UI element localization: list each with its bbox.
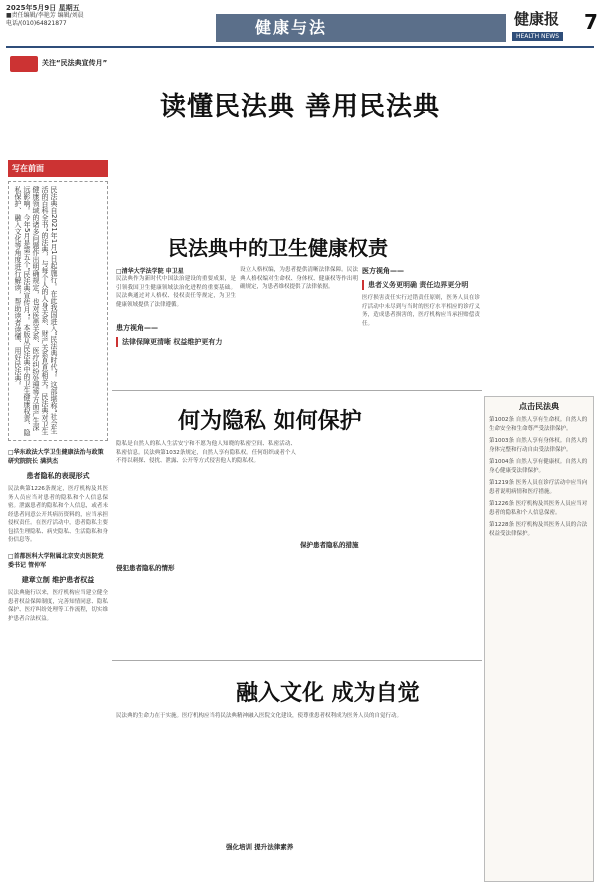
section-title: 健康与法: [255, 18, 328, 37]
banner-label: 关注“民法典宣传月”: [42, 59, 108, 67]
article-column: [300, 440, 478, 654]
pull-quote-label: 医方视角——: [362, 267, 404, 275]
pull-quote-label: 患方视角——: [116, 324, 158, 332]
banner-icon: [10, 56, 38, 72]
phone-line: 电话/(010)64821877: [6, 20, 67, 27]
editor-line: ■责任编辑/李艳芳 编辑/刘晨: [6, 12, 84, 19]
law-excerpt: 第1219条 医务人员在诊疗活动中应当向患者说明病情和医疗措施。: [489, 480, 588, 495]
article-body: 民法典施行以来，医疗机构应当建立健全患者权益保障制度，完善知情同意、隐私保护、医疗纠纷处理等工作流程，切实维护患者合法权益。: [8, 590, 108, 622]
law-excerpts-title: 点击民法典: [519, 402, 559, 411]
article-headline: 何为隐私 如何保护: [178, 408, 362, 434]
divider: [112, 390, 482, 391]
divider: [112, 660, 482, 661]
law-excerpt: 第1226条 医疗机构及其医务人员应当对患者的隐私和个人信息保密。: [489, 501, 588, 516]
paper-logo: 健康报: [514, 10, 560, 28]
law-excerpt: 第1002条 自然人享有生命权。自然人的生命安全和生命尊严受法律保护。: [489, 417, 588, 432]
page-headline: 读懂民法典 善用民法典: [159, 92, 441, 122]
article-column: [240, 266, 358, 386]
article-body: 设立人格权编，为患者提供清晰法律保障。民法典人格权编对生命权、身体权、健康权等作出明确规定，为患者维权提供了法律依据。: [240, 267, 358, 290]
law-excerpt: 第1003条 自然人享有身体权。自然人的身体完整和行动自由受法律保护。: [489, 438, 588, 453]
article-headline: 民法典中的卫生健康权责: [168, 236, 388, 260]
pull-quote: 患者义务更明确 责任边界更分明: [362, 280, 480, 290]
article-author: □首都医科大学附属北京安贞医院党委书记 管仲军: [8, 553, 104, 569]
article-column: [116, 440, 296, 654]
law-excerpt: 第1004条 自然人享有健康权。自然人的身心健康受法律保护。: [489, 459, 588, 474]
paper-english-name: HEALTH NEWS: [512, 32, 563, 41]
article-subheading: 患者隐私的表现形式: [26, 472, 90, 480]
pull-quote: 法律保障更清晰 权益维护更有力: [116, 337, 236, 347]
article-column: [362, 266, 480, 386]
article-author: □清华大学法学院 申卫星: [116, 268, 184, 275]
foreword-box: [8, 181, 108, 441]
article-column: [116, 266, 236, 386]
article-subheading: 强化培训 提升法律素养: [226, 843, 294, 851]
article-body: 民法典作为新时代中国法治建设的重要成果，是引领我国卫生健康领域法治化进程的重要基础。民法典通过对人格权、侵权责任等规定，为卫生健康领域提供了法律遵循。: [116, 276, 236, 308]
article-headline: 融入文化 成为自觉: [236, 680, 420, 706]
issue-date: 2025年5月9日 星期五: [6, 4, 80, 12]
article-body: 民法典第1226条规定，医疗机构及其医务人员应当对患者的隐私和个人信息保密。泄露患者的隐私和个人信息，或者未经患者同意公开其病历资料的，应当承担侵权责任。在医疗活动中，患者隐私主要包括生理隐私、病史隐私、生活隐私和身份信息等。: [8, 486, 108, 543]
header-rule: [6, 46, 594, 48]
article-subheading: 保护患者隐私的措施: [300, 541, 359, 549]
article-body: 医疗损害责任实行过错责任原则，医务人员在诊疗活动中未尽到与当时的医疗水平相应的诊疗义务，造成患者损害的，医疗机构应当承担赔偿责任。: [362, 295, 480, 327]
article-subheading: 建章立制 维护患者权益: [21, 576, 95, 584]
article-body: 隐私是自然人的私人生活安宁和不愿为他人知晓的私密空间、私密活动、私密信息。民法典第1032条规定，自然人享有隐私权。任何组织或者个人不得以刺探、侵扰、泄露、公开等方式侵害他人的隐私权。: [116, 441, 296, 464]
article-author: □华东政法大学卫生健康法治与政策研究院院长 满洪杰: [8, 449, 104, 465]
article-column: [116, 712, 478, 882]
left-column: [8, 160, 108, 720]
foreword-text: 民法典自2021年1月1日起施行。在此我国进入“民法典时代”。这部堪称“社会生活的百科全书”的法典，与每个人的人身关系、财产关系息息相关。民法典对卫生健康领域的诸多问题作出明确规定，也对医患关系、医疗纠纷处理等方面产生深远影响。今年5月是第五个“民法典宣传月”。本版从民法典中的卫生健康权责、隐私保护、融入文化等角度进行解读，帮助读者读懂、用好民法典。: [14, 186, 58, 436]
law-excerpt: 第1228条 医疗机构及其医务人员的合法权益受法律保护。: [489, 522, 588, 537]
foreword-heading: 写在前面: [8, 160, 108, 177]
law-excerpts-box: [484, 396, 594, 882]
article-subheading: 侵犯患者隐私的情形: [116, 564, 175, 572]
masthead-info: [6, 4, 156, 28]
page-number: 7: [584, 10, 598, 34]
article-body: 民法典的生命力在于实施。医疗机构应当将民法典精神融入医院文化建设，使尊重患者权利成为医务人员的自觉行动。: [116, 713, 403, 719]
